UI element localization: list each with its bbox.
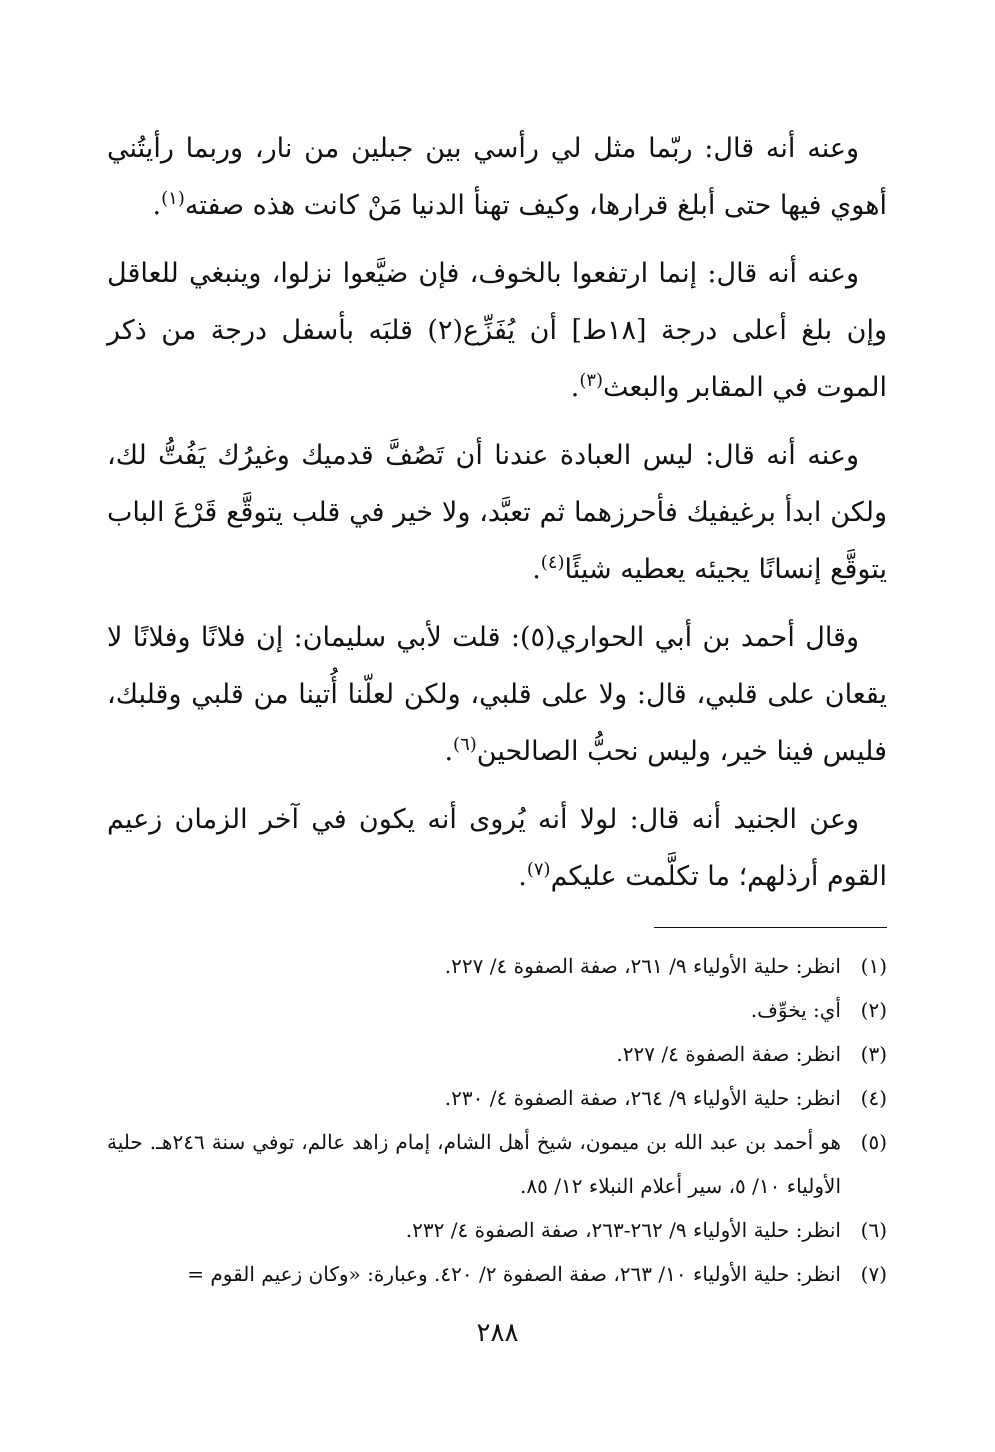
paragraph-end: .: [152, 190, 162, 221]
footnote-reference: (٦): [453, 734, 477, 755]
main-text: [107, 120, 887, 916]
paragraph: [107, 245, 887, 416]
paragraph: [107, 791, 887, 905]
footnote-text: انظر: حلية الأولياء ٩/ ٢٦٤، صفة الصفوة ٤/ ٢٣٠.: [444, 1086, 841, 1110]
footnote: [107, 1120, 887, 1208]
footnote-text: انظر: حلية الأولياء ١٠/ ٢٦٣، صفة الصفوة ٢/ ٤٢٠. وعبارة: «وكان زعيم القوم =: [187, 1262, 841, 1286]
footnote-separator: [654, 927, 887, 928]
footnote-number: (٦): [860, 1218, 887, 1242]
footnote-number: (٥): [860, 1130, 887, 1154]
paragraph-text: وعنه أنه قال: إنما ارتفعوا بالخوف، فإن ضيَّعوا نزلوا، وينبغي للعاقل وإن بلغ أعلى درجة [١٨ط] أن يُفَزِّع(٢) قلبَه بأسفل درجة من ذكر الموت في المقابر والبعث: [107, 258, 887, 403]
paragraph-text: وقال أحمد بن أبي الحواري(٥): قلت لأبي سليمان: إن فلانًا وفلانًا لا يقعان على قلبي، قال: ولا على قلبي، ولكن لعلّنا أُتينا من قلبي وقلبك، فليس فينا خير، وليس نحبُّ الصالحين: [107, 622, 887, 767]
footnote-number: (٧): [860, 1262, 887, 1286]
footnote: [107, 1208, 887, 1252]
footnote: [107, 988, 887, 1032]
paragraph-end: .: [570, 372, 580, 403]
footnote: [107, 944, 887, 988]
footnote-text: انظر: حلية الأولياء ٩/ ٢٦٢-٢٦٣، صفة الصفوة ٤/ ٢٣٢.: [405, 1218, 841, 1242]
footnote-text: انظر: صفة الصفوة ٤/ ٢٢٧.: [616, 1042, 841, 1066]
paragraph-end: .: [444, 736, 454, 767]
paragraph-text: وعنه أنه قال: ربّما مثل لي رأسي بين جبلين من نار، وربما رأيتُني أهوي فيها حتى أبلغ قرارها، وكيف تهنأ الدنيا مَنْ كانت هذه صفته: [107, 133, 887, 221]
footnote-reference: (٣): [579, 370, 604, 391]
footnote-text: انظر: حلية الأولياء ٩/ ٢٦١، صفة الصفوة ٤/ ٢٢٧.: [444, 954, 841, 978]
paragraph-text: وعنه أنه قال: ليس العبادة عندنا أن تَصُفَّ قدميك وغيرُك يَفُتُّ لك، ولكن ابدأ برغيفيك فأحرزهما ثم تعبَّد، ولا خير في قلب يتوقَّع قَرْعَ الباب يتوقَّع إنسانًا يجيئه يعطيه شيئًا: [107, 440, 887, 585]
paragraph: [107, 427, 887, 598]
page-number: ٢٨٨: [476, 1318, 519, 1348]
footnote-number: (٤): [860, 1086, 887, 1110]
paragraph-end: .: [518, 861, 527, 892]
footnote-number: (٢): [860, 998, 887, 1022]
footnote-reference: (٧): [526, 859, 551, 880]
footnote: [107, 1032, 887, 1076]
paragraph-end: .: [532, 554, 541, 585]
footnote-reference: (١): [161, 188, 185, 209]
paragraph-text: وعن الجنيد أنه قال: لولا أنه يُروى أنه يكون في آخر الزمان زعيم القوم أرذلهم؛ ما تكلَّمت عليكم: [107, 804, 887, 892]
footnote-number: (١): [860, 954, 887, 978]
footnote-number: (٣): [860, 1042, 887, 1066]
footnote-text: أي: يخوِّف.: [750, 998, 841, 1022]
footnote-reference: (٤): [540, 552, 565, 573]
footnotes: [107, 944, 887, 1296]
paragraph: [107, 120, 887, 234]
footnote: [107, 1076, 887, 1120]
paragraph: [107, 609, 887, 780]
footnote-text: هو أحمد بن عبد الله بن ميمون، شيخ أهل الشام، إمام زاهد عالم، توفي سنة ٢٤٦هـ. حلية الأولياء ١٠/ ٥، سير أعلام النبلاء ١٢/ ٨٥.: [107, 1130, 841, 1198]
footnote: [107, 1252, 887, 1296]
